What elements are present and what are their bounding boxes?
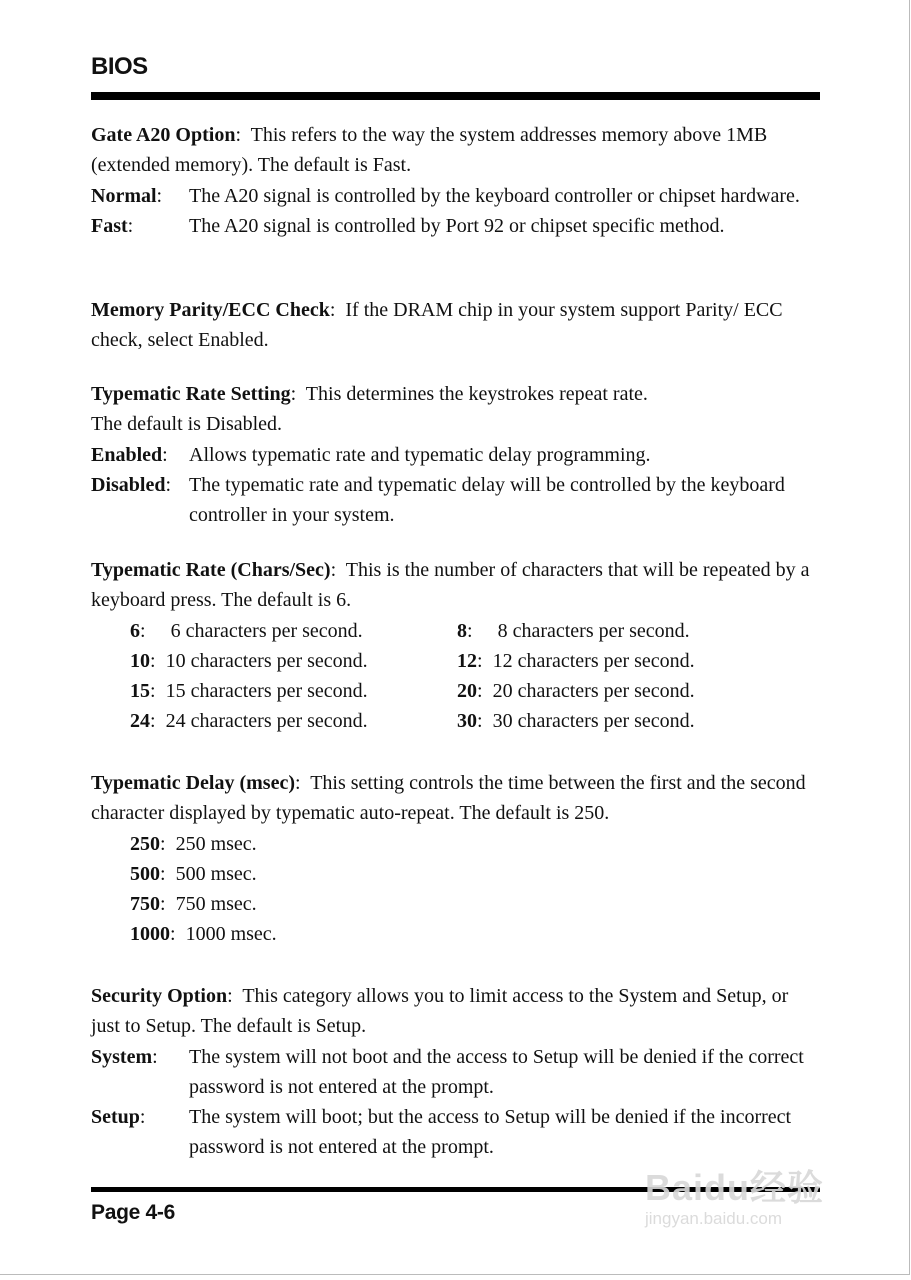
value-item: 15: 15 characters per second.	[130, 680, 368, 703]
value-key: 15	[130, 680, 150, 703]
value-text: 250 msec.	[175, 832, 257, 855]
section-memory-parity: Memory Parity/ECC Check: If the DRAM chip in your system support Parity/ ECC check, select Enabled.	[91, 299, 783, 352]
value-key: 8	[457, 619, 467, 642]
value-key: 750	[130, 893, 160, 916]
value-text: 750 msec.	[175, 893, 257, 916]
watermark-url: jingyan.baidu.com	[645, 1209, 783, 1228]
term: Memory Parity/ECC Check	[91, 299, 330, 321]
value-item: 750: 750 msec.	[130, 893, 257, 916]
section-gate-a20: Gate A20 Option: This refers to the way the system addresses memory above 1MB (extended memory). The default is Fast. Normal: The A20 signal is controlled by the keyboard controller or chipset hardware. Fast: The A20 signal is controlled by Port 92 or chipset specific method.	[91, 120, 821, 241]
intro: This is the number of characters that will be repeated by a keyboard press. The default is 6.	[91, 559, 810, 612]
option-term: Enabled	[91, 443, 163, 466]
value-key: 250	[130, 832, 160, 855]
baidu-watermark	[645, 1160, 824, 1229]
option-text: The A20 signal is controlled by the keyboard controller or chipset hardware.	[189, 184, 800, 207]
value-text: 6 characters per second.	[155, 619, 363, 642]
value-text: 8 characters per second.	[482, 619, 690, 642]
term: Security Option	[91, 985, 228, 1007]
value-key: 24	[130, 710, 150, 733]
value-key: 10	[130, 649, 150, 672]
term: Typematic Delay (msec)	[91, 772, 296, 794]
value-item: 24: 24 characters per second.	[130, 710, 368, 733]
option-text: The A20 signal is controlled by Port 92 or chipset specific method.	[189, 214, 725, 237]
intro: This refers to the way the system addresses memory above 1MB (extended memory). The default is Fast.	[91, 124, 768, 177]
option-term: System	[91, 1045, 153, 1068]
value-text: 24 characters per second.	[165, 710, 368, 733]
option-term: Disabled	[91, 473, 166, 496]
value-key: 12	[457, 649, 477, 672]
term: Typematic Rate (Chars/Sec)	[91, 559, 331, 581]
page-header: BIOS	[91, 53, 148, 80]
value-key: 30	[457, 710, 477, 733]
value-key: 20	[457, 680, 477, 703]
term: Gate A20 Option	[91, 124, 236, 146]
value-item: 30: 30 characters per second.	[457, 710, 695, 733]
value-text: 30 characters per second.	[492, 710, 695, 733]
section-typematic-rate: Typematic Rate (Chars/Sec): This is the number of characters that will be repeated by a keyboard press. The default is 6. 6: 6 characters per second. 8: 8 characters per second. 10: 10 characters per second. 12: 12 characters per second. 15: 15 characters per second. 20: 20 characters per second. 24: 24 characters per second. 30: 30 characters per second.	[91, 555, 821, 737]
option-term: Setup	[91, 1106, 140, 1129]
value-item: 8: 8 characters per second.	[457, 619, 690, 642]
value-item: 10: 10 characters per second.	[130, 649, 368, 672]
option-term: Normal	[91, 184, 157, 207]
section-typematic-delay: Typematic Delay (msec): This setting controls the time between the first and the second character displayed by typematic auto-repeat. The default is 250. 250: 250 msec. 500: 500 msec. 750: 750 msec. 1000: 1000 msec.	[91, 768, 821, 950]
value-text: 15 characters per second.	[165, 680, 368, 703]
value-text: 500 msec.	[175, 862, 257, 885]
rate-values	[91, 616, 821, 737]
section-typematic-rate-setting: Typematic Rate Setting: This determines the keystrokes repeat rate. The default is Disabled. Enabled: Allows typematic rate and typematic delay programming. Disabled: The typematic rate and typematic delay will be controlled by the keyboard controller in your system.	[91, 379, 821, 530]
intro: This setting controls the time between the first and the second character displayed by typematic auto-repeat. The default is 250.	[91, 772, 806, 825]
value-key: 500	[130, 862, 160, 885]
value-key: 6	[130, 619, 140, 642]
value-key: 1000	[130, 923, 170, 946]
intro: If the DRAM chip in your system support Parity/ ECC check, select Enabled.	[91, 299, 783, 352]
header-rule	[91, 92, 820, 100]
page-number: Page 4-6	[91, 1201, 175, 1224]
intro-default: The default is Disabled.	[91, 413, 283, 436]
value-text: 10 characters per second.	[165, 649, 368, 672]
value-text: 20 characters per second.	[492, 680, 695, 703]
value-text: 1000 msec.	[185, 923, 277, 946]
option-text: Allows typematic rate and typematic delay programming.	[189, 443, 651, 466]
section-security-option: Security Option: This category allows you to limit access to the System and Setup, or just to Setup. The default is Setup. System: The system will not boot and the access to Setup will be denied if the correct password is not entered at the prompt. Setup: The system will boot; but the access to Setup will be denied if the incorrect password is not entered at the prompt.	[91, 981, 821, 1163]
option-text: The system will boot; but the access to Setup will be denied if the incorrect password is not entered at the prompt.	[189, 1106, 792, 1159]
option-term: Fast	[91, 214, 128, 237]
option-text: The system will not boot and the access to Setup will be denied if the correct password is not entered at the prompt.	[189, 1045, 804, 1098]
value-item: 20: 20 characters per second.	[457, 680, 695, 703]
intro: This determines the keystrokes repeat rate.	[305, 383, 648, 405]
term: Typematic Rate Setting	[91, 383, 291, 405]
value-item: 500: 500 msec.	[130, 862, 257, 885]
value-item: 1000: 1000 msec.	[130, 923, 277, 946]
value-text: 12 characters per second.	[492, 649, 695, 672]
watermark-logo: Baidu经验	[645, 1167, 825, 1208]
value-item: 250: 250 msec.	[130, 832, 257, 855]
intro: This category allows you to limit access to the System and Setup, or just to Setup. The default is Setup.	[91, 985, 789, 1038]
value-item: 6: 6 characters per second.	[130, 619, 363, 642]
delay-values	[91, 829, 821, 950]
value-item: 12: 12 characters per second.	[457, 649, 695, 672]
option-text: The typematic rate and typematic delay will be controlled by the keyboard controller in your system.	[189, 473, 785, 527]
